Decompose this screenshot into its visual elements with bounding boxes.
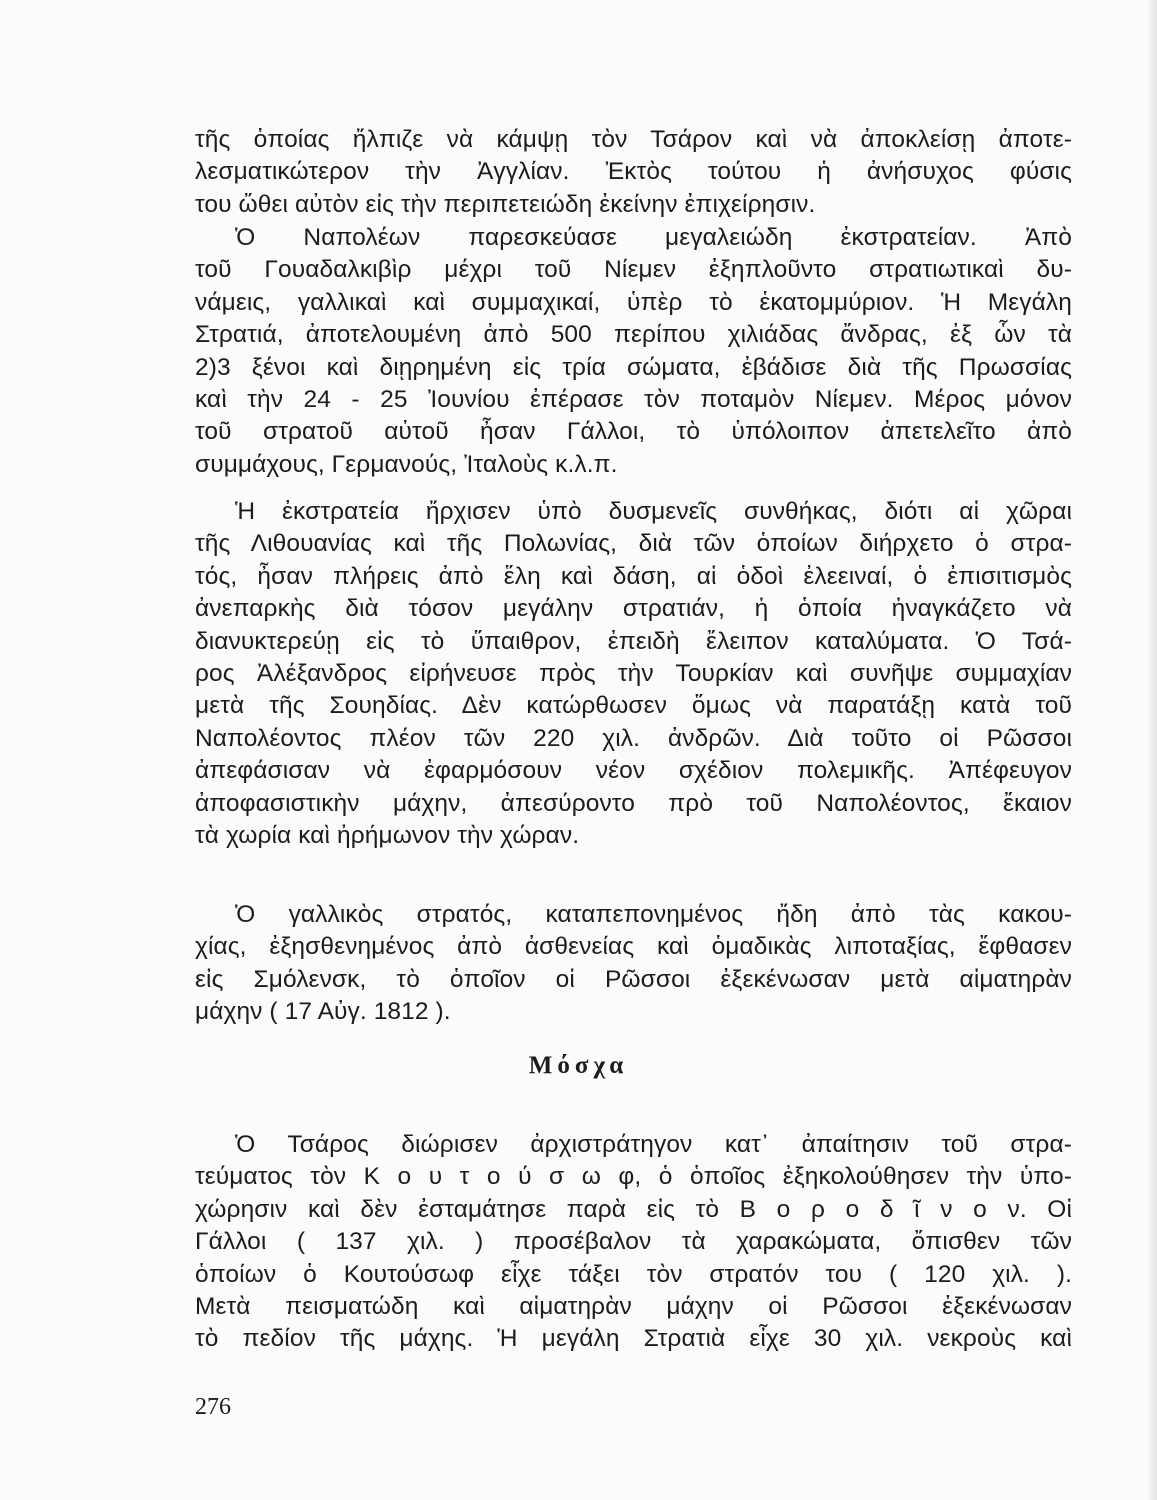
text-line: τεύματος τὸν Κ ο υ τ ο ύ σ ω φ, ὁ ὁποῖος ἐξηκολούθησεν τὴν ὑπο-: [195, 1163, 1072, 1191]
text-line: διανυκτερεύῃ εἰς τὸ ὕπαιθρον, ἐπειδὴ ἔλειπον καταλύματα. Ὁ Τσά-: [195, 627, 1072, 655]
text-line: ρος Ἀλέξανδρος εἰρήνευσε πρὸς τὴν Τουρκίαν καὶ συνῆψε συμμαχίαν: [195, 660, 1072, 687]
text-line: χίας, ἐξησθενημένος ἀπὸ ἀσθενείας καὶ ὁμαδικὰς λιποταξίας, ἔφθασεν: [195, 933, 1072, 961]
text-line: Ναπολέοντος πλέον τῶν 220 χιλ. ἀνδρῶν. Διὰ τοῦτο οἱ Ρῶσσοι: [195, 724, 1072, 752]
page-number: 276: [195, 1394, 231, 1420]
text-line: τοῦ στρατοῦ αὐτοῦ ἦσαν Γάλλοι, τὸ ὑπόλοιπον ἀπετελεῖτο ἀπὸ: [195, 418, 1072, 446]
text-line: ἀποφασιστικὴν μάχην, ἀπεσύροντο πρὸ τοῦ Ναπολέοντος, ἔκαιον: [195, 789, 1072, 817]
text-line: τός, ἦσαν πλήρεις ἀπὸ ἕλη καὶ δάση, αἱ ὁδοὶ ἐλεειναί, ὁ ἐπισιτισμὸς: [195, 562, 1072, 590]
text-line: του ὤθει αὐτὸν εἰς τὴν περιπετειώδη ἐκείνην ἐπιχείρησιν.: [195, 190, 816, 218]
text-line: τῆς Λιθουανίας καὶ τῆς Πολωνίας, διὰ τῶν ὁποίων διήρχετο ὁ στρα-: [195, 530, 1072, 558]
text-line: μάχην ( 17 Αὐγ. 1812 ).: [195, 998, 451, 1026]
text-line: νάμεις, γαλλικαὶ καὶ συμμαχικαί, ὑπὲρ τὸ ἑκατομμύριον. Ἡ Μεγάλη: [195, 288, 1072, 316]
text-line: Ἡ ἐκστρατεία ἤρχισεν ὑπὸ δυσμενεῖς συνθήκας, διότι αἱ χῶραι: [235, 498, 1072, 525]
section-heading: Μόσχα: [528, 1052, 629, 1079]
text-line: 2)3 ξένοι καὶ διῃρημένη εἰς τρία σώματα, ἐβάδισε διὰ τῆς Πρωσσίας: [195, 353, 1072, 381]
text-line: ἀπεφάσισαν νὰ ἐφαρμόσουν νέον σχέδιον πολεμικῆς. Ἀπέφευγον: [195, 757, 1072, 785]
text-line: Γάλλοι ( 137 χιλ. ) προσέβαλον τὰ χαρακώματα, ὄπισθεν τῶν: [195, 1228, 1072, 1256]
text-line: ὁποίων ὁ Κουτούσωφ εἶχε τάξει τὸν στρατόν του ( 120 χιλ. ).: [195, 1260, 1072, 1288]
text-line: μετὰ τῆς Σουηδίας. Δὲν κατώρθωσεν ὅμως νὰ παρατάξῃ κατὰ τοῦ: [195, 692, 1072, 720]
page-edge-shadow: [1149, 0, 1157, 1500]
text-line: καὶ τὴν 24 - 25 Ἰουνίου ἐπέρασε τὸν ποταμὸν Νίεμεν. Μέρος μόνον: [195, 386, 1072, 413]
text-line: ἀνεπαρκὴς διὰ τόσον μεγάλην στρατιάν, ἡ ὁποία ἠναγκάζετο νὰ: [195, 595, 1072, 623]
text-line: τὰ χωρία καὶ ἠρήμωνον τὴν χώραν.: [195, 822, 580, 849]
text-line: Μετὰ πεισματώδη καὶ αἱματηρὰν μάχην οἱ Ρῶσσοι ἐξεκένωσαν: [195, 1293, 1072, 1320]
text-line: τῆς ὁποίας ἤλπιζε νὰ κάμψῃ τὸν Τσάρον καὶ νὰ ἀποκλείσῃ ἀποτε-: [195, 126, 1072, 153]
text-line: Ὁ Ναπολέων παρεσκεύασε μεγαλειώδη ἐκστρατείαν. Ἀπὸ: [235, 224, 1072, 251]
text-line: Ὁ Τσάρος διώρισεν ἀρχιστράτηγον κατ᾿ ἀπαίτησιν τοῦ στρα-: [235, 1131, 1072, 1158]
text-line: εἰς Σμόλενσκ, τὸ ὁποῖον οἱ Ρῶσσοι ἐξεκένωσαν μετὰ αἱματηρὰν: [195, 965, 1072, 993]
text-line: τοῦ Γουαδαλκιβὶρ μέχρι τοῦ Νίεμεν ἐξηπλοῦντο στρατιωτικαὶ δυ-: [195, 256, 1072, 284]
text-line: Ὁ γαλλικὸς στρατός, καταπεπονημένος ἤδη ἀπὸ τὰς κακου-: [235, 901, 1072, 928]
text-line: συμμάχους, Γερμανούς, Ἰταλοὺς κ.λ.π.: [195, 450, 618, 478]
text-line: τὸ πεδίον τῆς μάχης. Ἡ μεγάλη Στρατιὰ εἶχε 30 χιλ. νεκροὺς καὶ: [195, 1325, 1072, 1353]
text-line: χώρησιν καὶ δὲν ἐσταμάτησε παρὰ εἰς τὸ Β ο ρ ο δ ῖ ν ο ν. Οἱ: [195, 1195, 1072, 1223]
text-line: Στρατιά, ἀποτελουμένη ἀπὸ 500 περίπου χιλιάδας ἄνδρας, ἐξ ὧν τὰ: [195, 321, 1072, 349]
text-line: λεσματικώτερον τὴν Ἀγγλίαν. Ἐκτὸς τούτου ἡ ἀνήσυχος φύσις: [195, 158, 1072, 186]
